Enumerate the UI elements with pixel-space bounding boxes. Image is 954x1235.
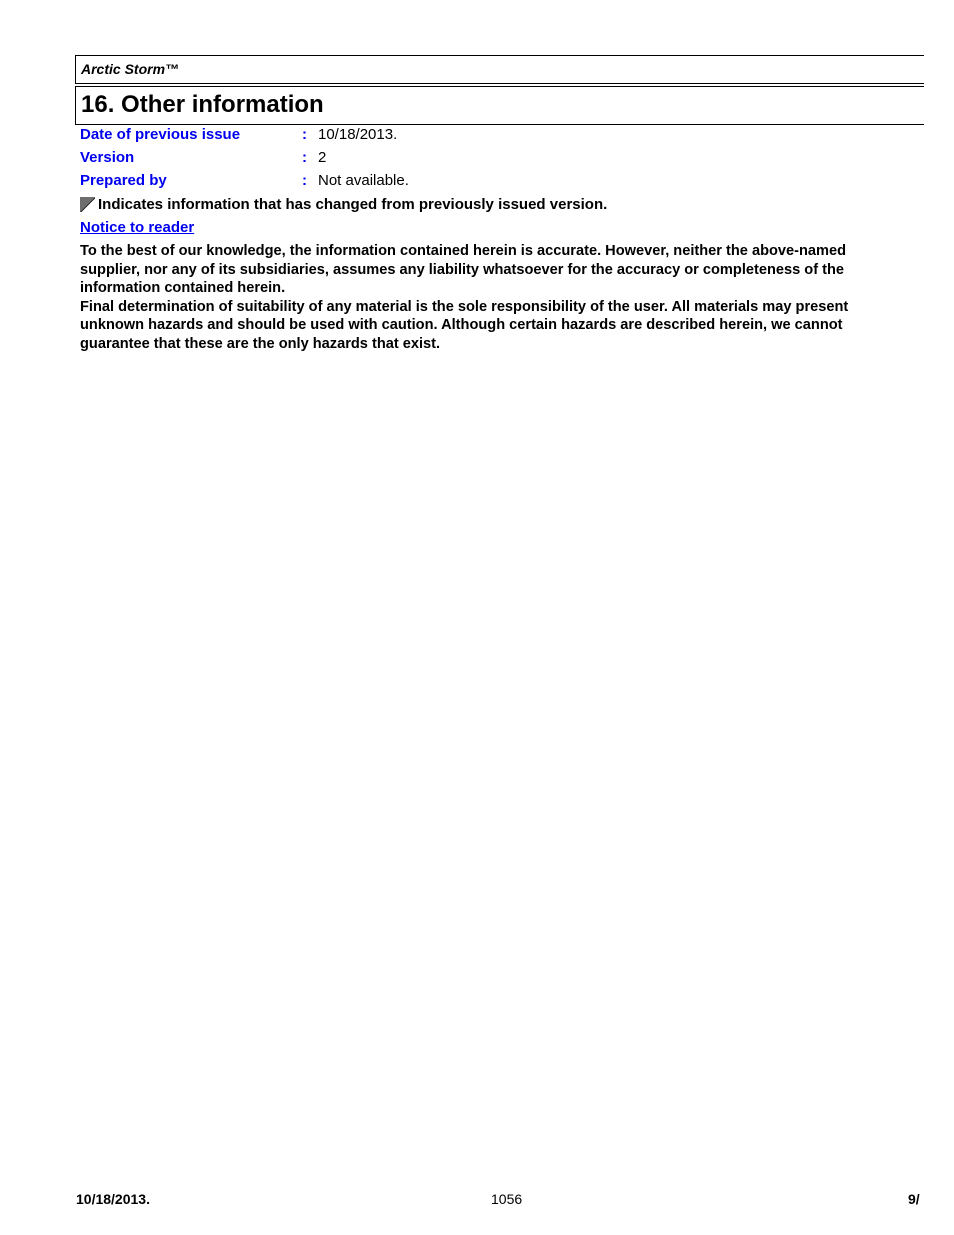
product-name: Arctic Storm™: [81, 61, 180, 77]
disclaimer-paragraph: To the best of our knowledge, the information contained herein is accurate. However, neither the above-named supplier, nor any of its subsidiaries, assumes any liability whatsoever for the accuracy or completeness of the information contained herein.: [80, 243, 847, 297]
field-colon: :: [302, 149, 307, 166]
notice-to-reader-link[interactable]: Notice to reader: [80, 219, 195, 236]
change-indicator-note: [80, 196, 607, 213]
change-indicator-text: Indicates information that has changed from previously issued version.: [98, 196, 608, 213]
field-label: Prepared by: [80, 172, 167, 189]
footer-page-number: 9/: [908, 1191, 920, 1207]
notice-disclaimer: [80, 242, 910, 354]
footer-date: 10/18/2013.: [76, 1191, 150, 1207]
section-title: 16. Other information: [81, 91, 324, 118]
footer-page-number-container: [908, 1191, 924, 1211]
field-label: Date of previous issue: [80, 126, 241, 143]
field-value: Not available.: [318, 172, 409, 189]
footer-document-number: 1056: [491, 1191, 523, 1207]
disclaimer-paragraph: Final determination of suitability of any material is the sole responsibility of the user. All materials may present unknown hazards and should be used with caution. Although certain hazards are described herein, we cannot guarantee that these are the only hazards that exist.: [80, 298, 849, 352]
change-marker-icon: [80, 197, 95, 212]
field-colon: :: [302, 126, 307, 143]
section-header-bar: [75, 86, 924, 125]
field-value: 10/18/2013.: [318, 126, 398, 143]
product-header-bar: [75, 55, 924, 84]
field-value: 2: [318, 149, 327, 166]
field-label: Version: [80, 149, 135, 166]
field-colon: :: [302, 172, 307, 189]
